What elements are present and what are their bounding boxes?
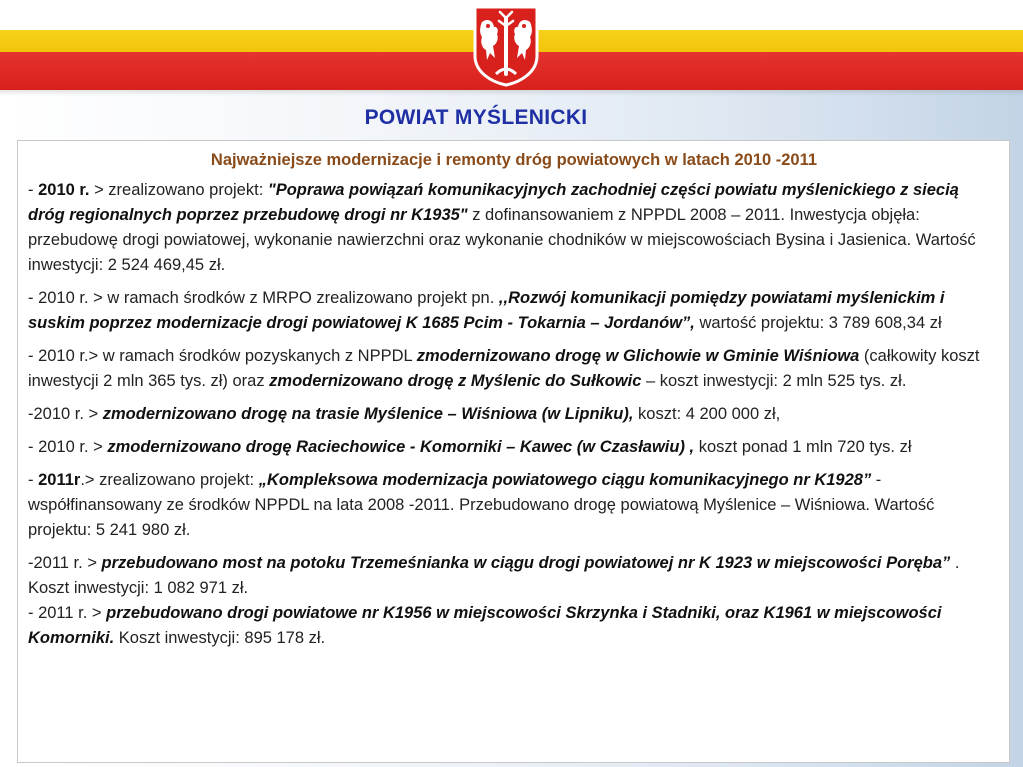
list-item: - 2011r.> zrealizowano projekt: „Kompleksowa modernizacja powiatowego ciągu komunikacyjnego nr K1928” - współfinansowany ze środków NPPDL na lata 2008 -2011. Przebudowano drogę powiatową Myślenice – Wiśniowa. Wartość projektu: 5 241 980 zł. [28, 471, 935, 539]
page-title: POWIAT MYŚLENICKI [364, 106, 588, 129]
list-item: - 2010 r. > zmodernizowano drogę Raciechowice - Komorniki – Kawec (w Czasławiu) , koszt ponad 1 mln 720 tys. zł [28, 438, 912, 456]
list-item: - 2010 r. > zrealizowano projekt: "Poprawa powiązań komunikacyjnych zachodniej części powiatu myślenickiego z siecią dróg regionalnych poprzez przebudowę drogi nr K1935" z dofinansowaniem z NPPDL 2008 – 2011. Inwestycja objęła: przebudowę drogi powiatowej, wykonanie nawierzchni oraz wykonanie chodników w miejscowościach Bysina i Jasienica. Wartość inwestycji: 2 524 469,45 zł. [28, 181, 976, 274]
list-item: - 2011 r. > przebudowano drogi powiatowe nr K1956 w miejscowości Skrzynka i Stadniki, oraz K1961 w miejscowości Komorniki. Koszt inwestycji: 895 178 zł. [28, 604, 942, 647]
list-item: -2010 r. > zmodernizowano drogę na trasie Myślenice – Wiśniowa (w Lipniku), koszt: 4 200 000 zł, [28, 405, 781, 423]
content-panel [17, 140, 1010, 763]
header-shadow [0, 90, 1023, 96]
section-subtitle: Najważniejsze modernizacje i remonty dróg powiatowych w latach 2010 -2011 [210, 151, 818, 169]
list-item: - 2010 r.> w ramach środków pozyskanych z NPPDL zmodernizowano drogę w Glichowie w Gminie Wiśniowa (całkowity koszt inwestycji 2 mln 365 tys. zł) oraz zmodernizowano drogę z Myślenic do Sułkowic – koszt inwestycji: 2 mln 525 tys. zł. [28, 347, 980, 390]
list-item: - 2010 r. > w ramach środków z MRPO zrealizowano projekt pn. ,,Rozwój komunikacji pomiędzy powiatami myślenickim i suskim poprzez modernizacje drogi powiatowej K 1685 Pcim - Tokarnia – Jordanów”, wartość projektu: 3 789 608,34 zł [28, 289, 945, 332]
list-item: -2011 r. > przebudowano most na potoku Trzemeśnianka w ciągu drogi powiatowej nr K 1923 w miejscowości Poręba” . Koszt inwestycji: 1 082 971 zł. [28, 554, 960, 597]
coat-of-arms-icon [471, 4, 541, 87]
